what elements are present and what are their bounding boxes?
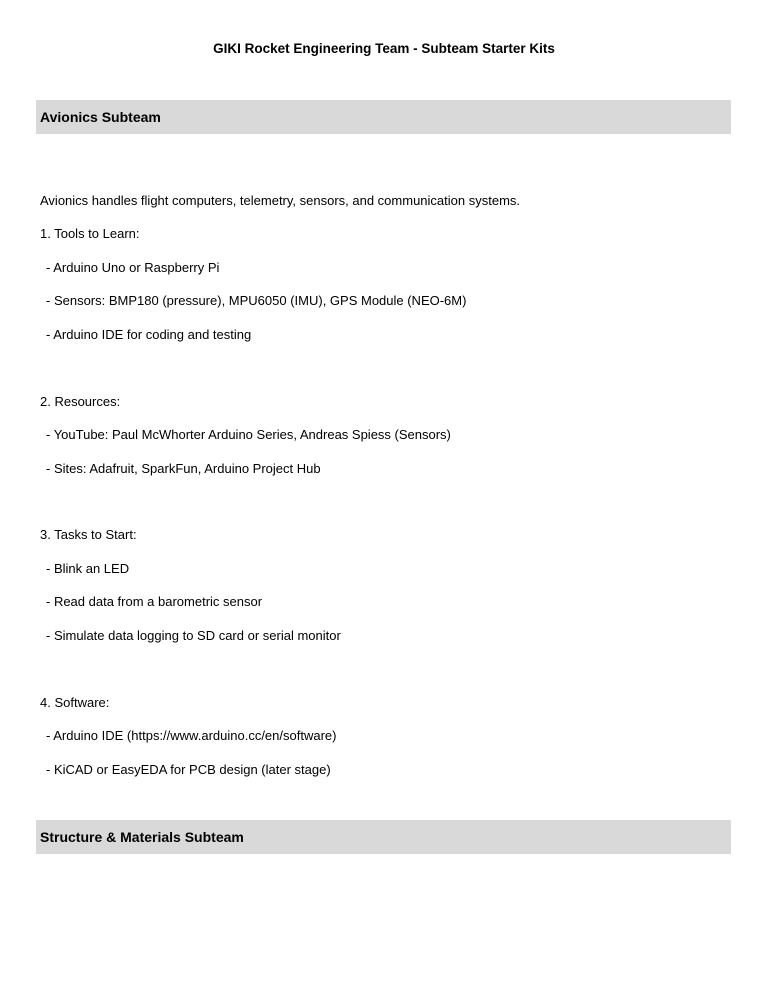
section-heading-text: Avionics Subteam xyxy=(40,109,161,125)
list-item: - Blink an LED xyxy=(46,561,130,576)
page-title: GIKI Rocket Engineering Team - Subteam Starter Kits xyxy=(213,41,555,56)
section-heading-structure xyxy=(36,820,731,854)
group-heading-tasks: 3. Tasks to Start: xyxy=(40,527,137,542)
list-item: - Read data from a barometric sensor xyxy=(46,594,263,609)
list-item: - KiCAD or EasyEDA for PCB design (later stage) xyxy=(46,762,331,777)
group-heading-software: 4. Software: xyxy=(40,695,110,710)
list-item: - Simulate data logging to SD card or serial monitor xyxy=(46,628,341,643)
list-item: - Arduino IDE (https://www.arduino.cc/en/software) xyxy=(46,728,337,743)
list-item: - Arduino Uno or Raspberry Pi xyxy=(46,260,220,275)
list-item: - YouTube: Paul McWhorter Arduino Series, Andreas Spiess (Sensors) xyxy=(46,427,451,442)
section-intro: Avionics handles flight computers, telemetry, sensors, and communication systems. xyxy=(40,193,521,208)
section-heading-text: Structure & Materials Subteam xyxy=(40,829,244,845)
list-item: - Sites: Adafruit, SparkFun, Arduino Project Hub xyxy=(46,461,321,476)
section-heading-avionics xyxy=(36,100,731,134)
group-heading-resources: 2. Resources: xyxy=(40,394,121,409)
group-heading-tools: 1. Tools to Learn: xyxy=(40,226,140,241)
list-item: - Sensors: BMP180 (pressure), MPU6050 (IMU), GPS Module (NEO-6M) xyxy=(46,293,467,308)
list-item: - Arduino IDE for coding and testing xyxy=(46,327,252,342)
